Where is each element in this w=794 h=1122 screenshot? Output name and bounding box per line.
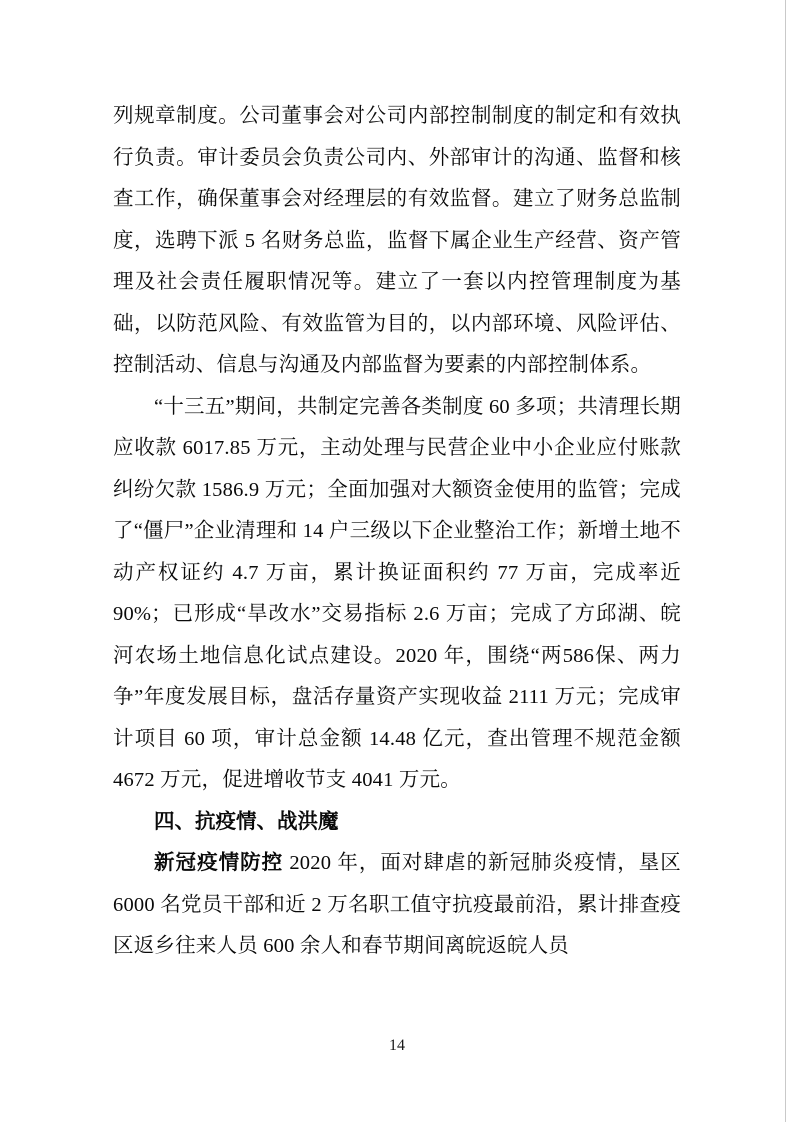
paragraph-1: 列规章制度。公司董事会对公司内部控制制度的制定和有效执行负责。审计委员会负责公司内、外部审计的沟通、监督和核查工作，确保董事会对经理层的有效监督。建立了财务总监制度，选聘下派 5 名财务总监，监督下属企业生产经营、资产管理及社会责任履职情况等。建立了一套以内控管理制度为基础，以防范风险、有效监管为目的，以内部环境、风险评估、控制活动、信息与沟通及内部监督为要素的内部控制体系。 [113,105,681,376]
paragraph-3-lead: 新冠疫情防控 [154,852,284,874]
page-content [113,96,681,968]
paragraph-3 [113,843,681,968]
section-heading: 四、抗疫情、战洪魔 [154,810,339,833]
paragraph-2: “十三五”期间，共制定完善各类制度 60 多项；共清理长期应收款 6017.85 万元，主动处理与民营企业中小企业应付账款纠纷欠款 1586.9 万元；全面加强对大额资金使用的监管；完成了“僵尸”企业清理和 14 户三级以下企业整治工作；新增土地不动产权证约 4.7 万亩，累计换证面积约 77 万亩，完成率近 90%；已形成“旱改水”交易指标 2.6 万亩；完成了方邱湖、皖河农场土地信息化试点建设。2020 年，围绕“两586保、两力争”年度发展目标，盘活存量资产实现收益 2111 万元；完成审计项目 60 项，审计总金额 14.48 亿元，查出管理不规范金额 4672 万元，促进增收节支 4041 万元。 [113,395,681,791]
page-edge-rule [785,0,786,1122]
page-number: 14 [389,1037,405,1054]
paragraph-3-text: 2020 年，面对肆虐的新冠肺炎疫情，垦区 6000 名党员干部和近 2 万名职工值守抗疫最前沿，累计排查疫区返乡往来人员 600 余人和春节期间离皖返皖人员 [113,852,681,957]
